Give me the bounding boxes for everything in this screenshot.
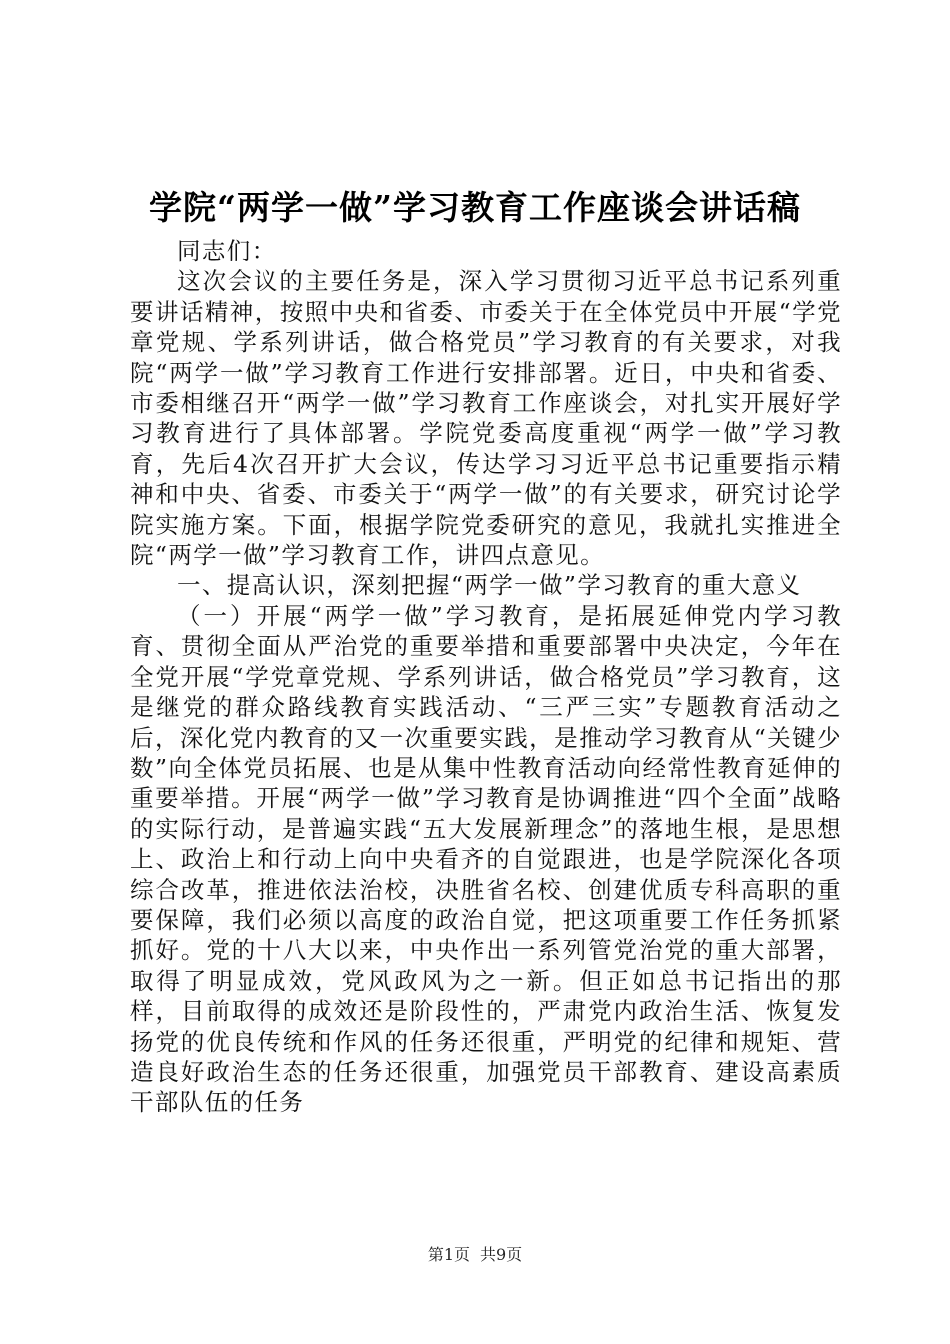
- document-body: [130, 236, 842, 1118]
- page-footer: [0, 1245, 950, 1265]
- document-title: 学院“两学一做”学习教育工作座谈会讲话稿: [149, 188, 801, 227]
- intro-paragraph: 这次会议的主要任务是，深入学习贯彻习近平总书记系列重要讲话精神，按照中央和省委、市委关于在全体党员中开展“学党章党规、学系列讲话，做合格党员”学习教育的有关要求，对我院“两学一做”学习教育工作进行安排部署。近日，中央和省委、市委相继召开“两学一做”学习教育工作座谈会，对扎实开展好学习教育进行了具体部署。学院党委高度重视“两学一做”学习教育，先后4次召开扩大会议，传达学习习近平总书记重要指示精神和中央、省委、市委关于“两学一做”的有关要求，研究讨论学院实施方案。下面，根据学院党委研究的意见，我就扎实推进全院“两学一做”学习教育工作，讲四点意见。: [130, 267, 842, 570]
- section-heading-1: 一、提高认识，深刻把握“两学一做”学习教育的重大意义: [177, 571, 802, 600]
- salutation-paragraph: 同志们：: [177, 237, 277, 265]
- subsection-paragraph-1: （一）开展“两学一做”学习教育，是拓展延伸党内学习教育、贯彻全面从严治党的重要举措和重要部署中央决定，今年在全党开展“学党章党规、学系列讲话，做合格党员”学习教育，这是继党的群众路线教育实践活动、“三严三实”专题教育活动之后，深化党内教育的又一次重要实践，是推动学习教育从“关键少数”向全体党员拓展、也是从集中性教育活动向经常性教育延伸的重要举措。开展“两学一做”学习教育是协调推进“四个全面”战略的实际行动，是普遍实践“五大发展新理念”的落地生根，是思想上、政治上和行动上向中央看齐的自觉跟进，也是学院深化各项综合改革，推进依法治校，决胜省名校、创建优质专科高职的重要保障，我们必须以高度的政治自觉，把这项重要工作任务抓紧抓好。党的十八大以来，中央作出一系列管党治党的重大部署，取得了明显成效，党风政风为之一新。但正如总书记指出的那样，目前取得的成效还是阶段性的，严肃党内政治生活、恢复发扬党的优良传统和作风的任务还很重，严明党的纪律和规矩、营造良好政治生态的任务还很重，加强党员干部教育、建设高素质干部队伍的任务: [130, 601, 842, 1117]
- page-number-current: 第1页: [427, 1245, 470, 1264]
- page-number-total: 共9页: [480, 1245, 523, 1264]
